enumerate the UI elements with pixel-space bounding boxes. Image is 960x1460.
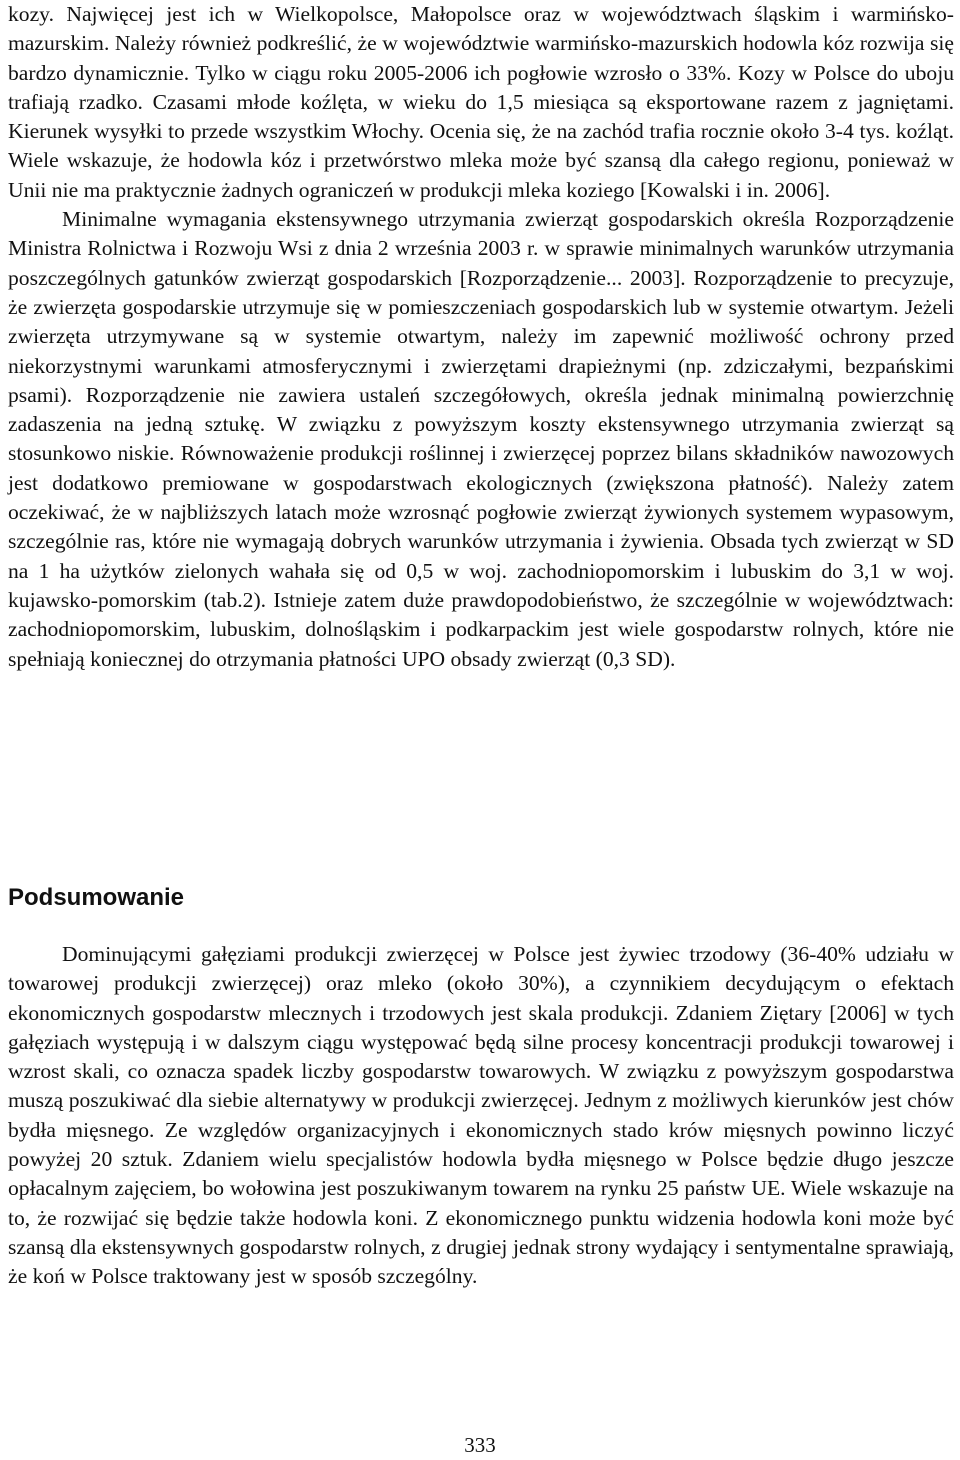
summary-paragraph: Dominującymi gałęziami produkcji zwierzęcej w Polsce jest żywiec trzodowy (36-40% udziału w towarowej produkcji zwierzęcej) oraz mleko (około 30%), a czynnikiem decydującym o efektach ekonomicznych gospodarstw mlecznych i trzodowych jest skala produkcji. Zdaniem Ziętary [2006] w tych gałęziach występują i w dalszym ciągu występować będą silne procesy koncentracji produkcji towarowej i wzrost skali, co oznacza spadek liczby gospodarstw towarowych. W związku z powyższym gospodarstwa muszą poszukiwać dla siebie alternatywy w produkcji zwierzęcej. Jednym z możliwych kierunków jest chów bydła mięsnego. Ze względów organizacyjnych i ekonomicznych stado krów mięsnych powinno liczyć powyżej 20 sztuk. Zdaniem wielu specjalistów hodowla bydła mięsnego w Polsce będzie długo jeszcze opłacalnym zajęciem, bo wołowina jest poszukiwanym towarem na rynku 25 państw UE. Wiele wskazuje na to, że rozwijać się będzie także hodowla koni. Z ekonomicznego punktu widzenia hodowla koni może być szansą dla ekstensywnych gospodarstw rolnych, z drugiej jednak strony wydający i sentymentalne sprawiają, że koń w Polsce traktowany jest w sposób szczególny. — [8, 942, 954, 1289]
page-number: 333 — [464, 1433, 496, 1457]
page-body — [8, 0, 954, 674]
body-paragraph-regulation: Minimalne wymagania ekstensywnego utrzymania zwierząt gospodarskich określa Rozporządzenie Ministra Rolnictwa i Rozwoju Wsi z dnia 2 września 2003 r. w sprawie minimalnych warunków utrzymania poszczególnych gatunków zwierząt gospodarskich [Rozporządzenie... 2003]. Rozporządzenie to precyzuje, że zwierzęta gospodarskie utrzymuje się w pomieszczeniach gospodarskich lub w systemie otwartym. Jeżeli zwierzęta utrzymywane są w systemie otwartym, należy im zapewnić możliwość ochrony przed niekorzystnymi warunkami atmosferycznymi i zwierzętami drapieżnymi (np. zdziczałymi, bezpańskimi psami). Rozporządzenie nie zawiera ustaleń szczegółowych, określa jednak minimalną powierzchnię zadaszenia na jedną sztukę. W związku z powyższym koszty ekstensywnego utrzymania zwierząt są stosunkowo niskie. Równoważenie produkcji roślinnej i zwierzęcej poprzez bilans składników nawozowych jest dodatkowo premiowane w gospodarstwach ekologicznych (zwiększona płatność). Należy zatem oczekiwać, że w najbliższych latach może wzrosnąć pogłowie zwierząt żywionych systemem wypasowym, szczególnie ras, które nie wymagają dobrych warunków utrzymania i żywienia. Obsada tych zwierząt w SD na 1 ha użytków zielonych wahała się od 0,5 w woj. zachodniopomorskim i lubuskim do 3,1 w woj. kujawsko-pomorskim (tab.2). Istnieje zatem duże prawdopodobieństwo, że szczególnie w województwach: zachodniopomorskim, lubuskim, dolnośląskim i podkarpackim jest wiele gospodarstw rolnych, które nie spełniają koniecznej do otrzymania płatności UPO obsady zwierząt (0,3 SD). — [8, 207, 954, 671]
section-heading: Podsumowanie — [8, 884, 185, 911]
summary-section — [8, 940, 954, 1292]
body-paragraph-goats: kozy. Najwięcej jest ich w Wielkopolsce, Małopolsce oraz w województwach śląskim i warmińsko-mazurskim. Należy również podkreślić, że w województwie warmińsko-mazurskich hodowla kóz rozwija się bardzo dynamicznie. Tylko w ciągu roku 2005-2006 ich pogłowie wzrosło o 33%. Kozy w Polsce do uboju trafiają rzadko. Czasami młode koźlęta, w wieku do 1,5 miesiąca są eksportowane razem z jagniętami. Kierunek wysyłki to przede wszystkim Włochy. Ocenia się, że na zachód trafia rocznie około 3-4 tys. koźląt. Wiele wskazuje, że hodowla kóz i przetwórstwo mleka może być szansą dla całego regionu, ponieważ w Unii nie ma praktycznie żadnych ograniczeń w produkcji mleka koziego [Kowalski i in. 2006]. — [8, 2, 954, 202]
